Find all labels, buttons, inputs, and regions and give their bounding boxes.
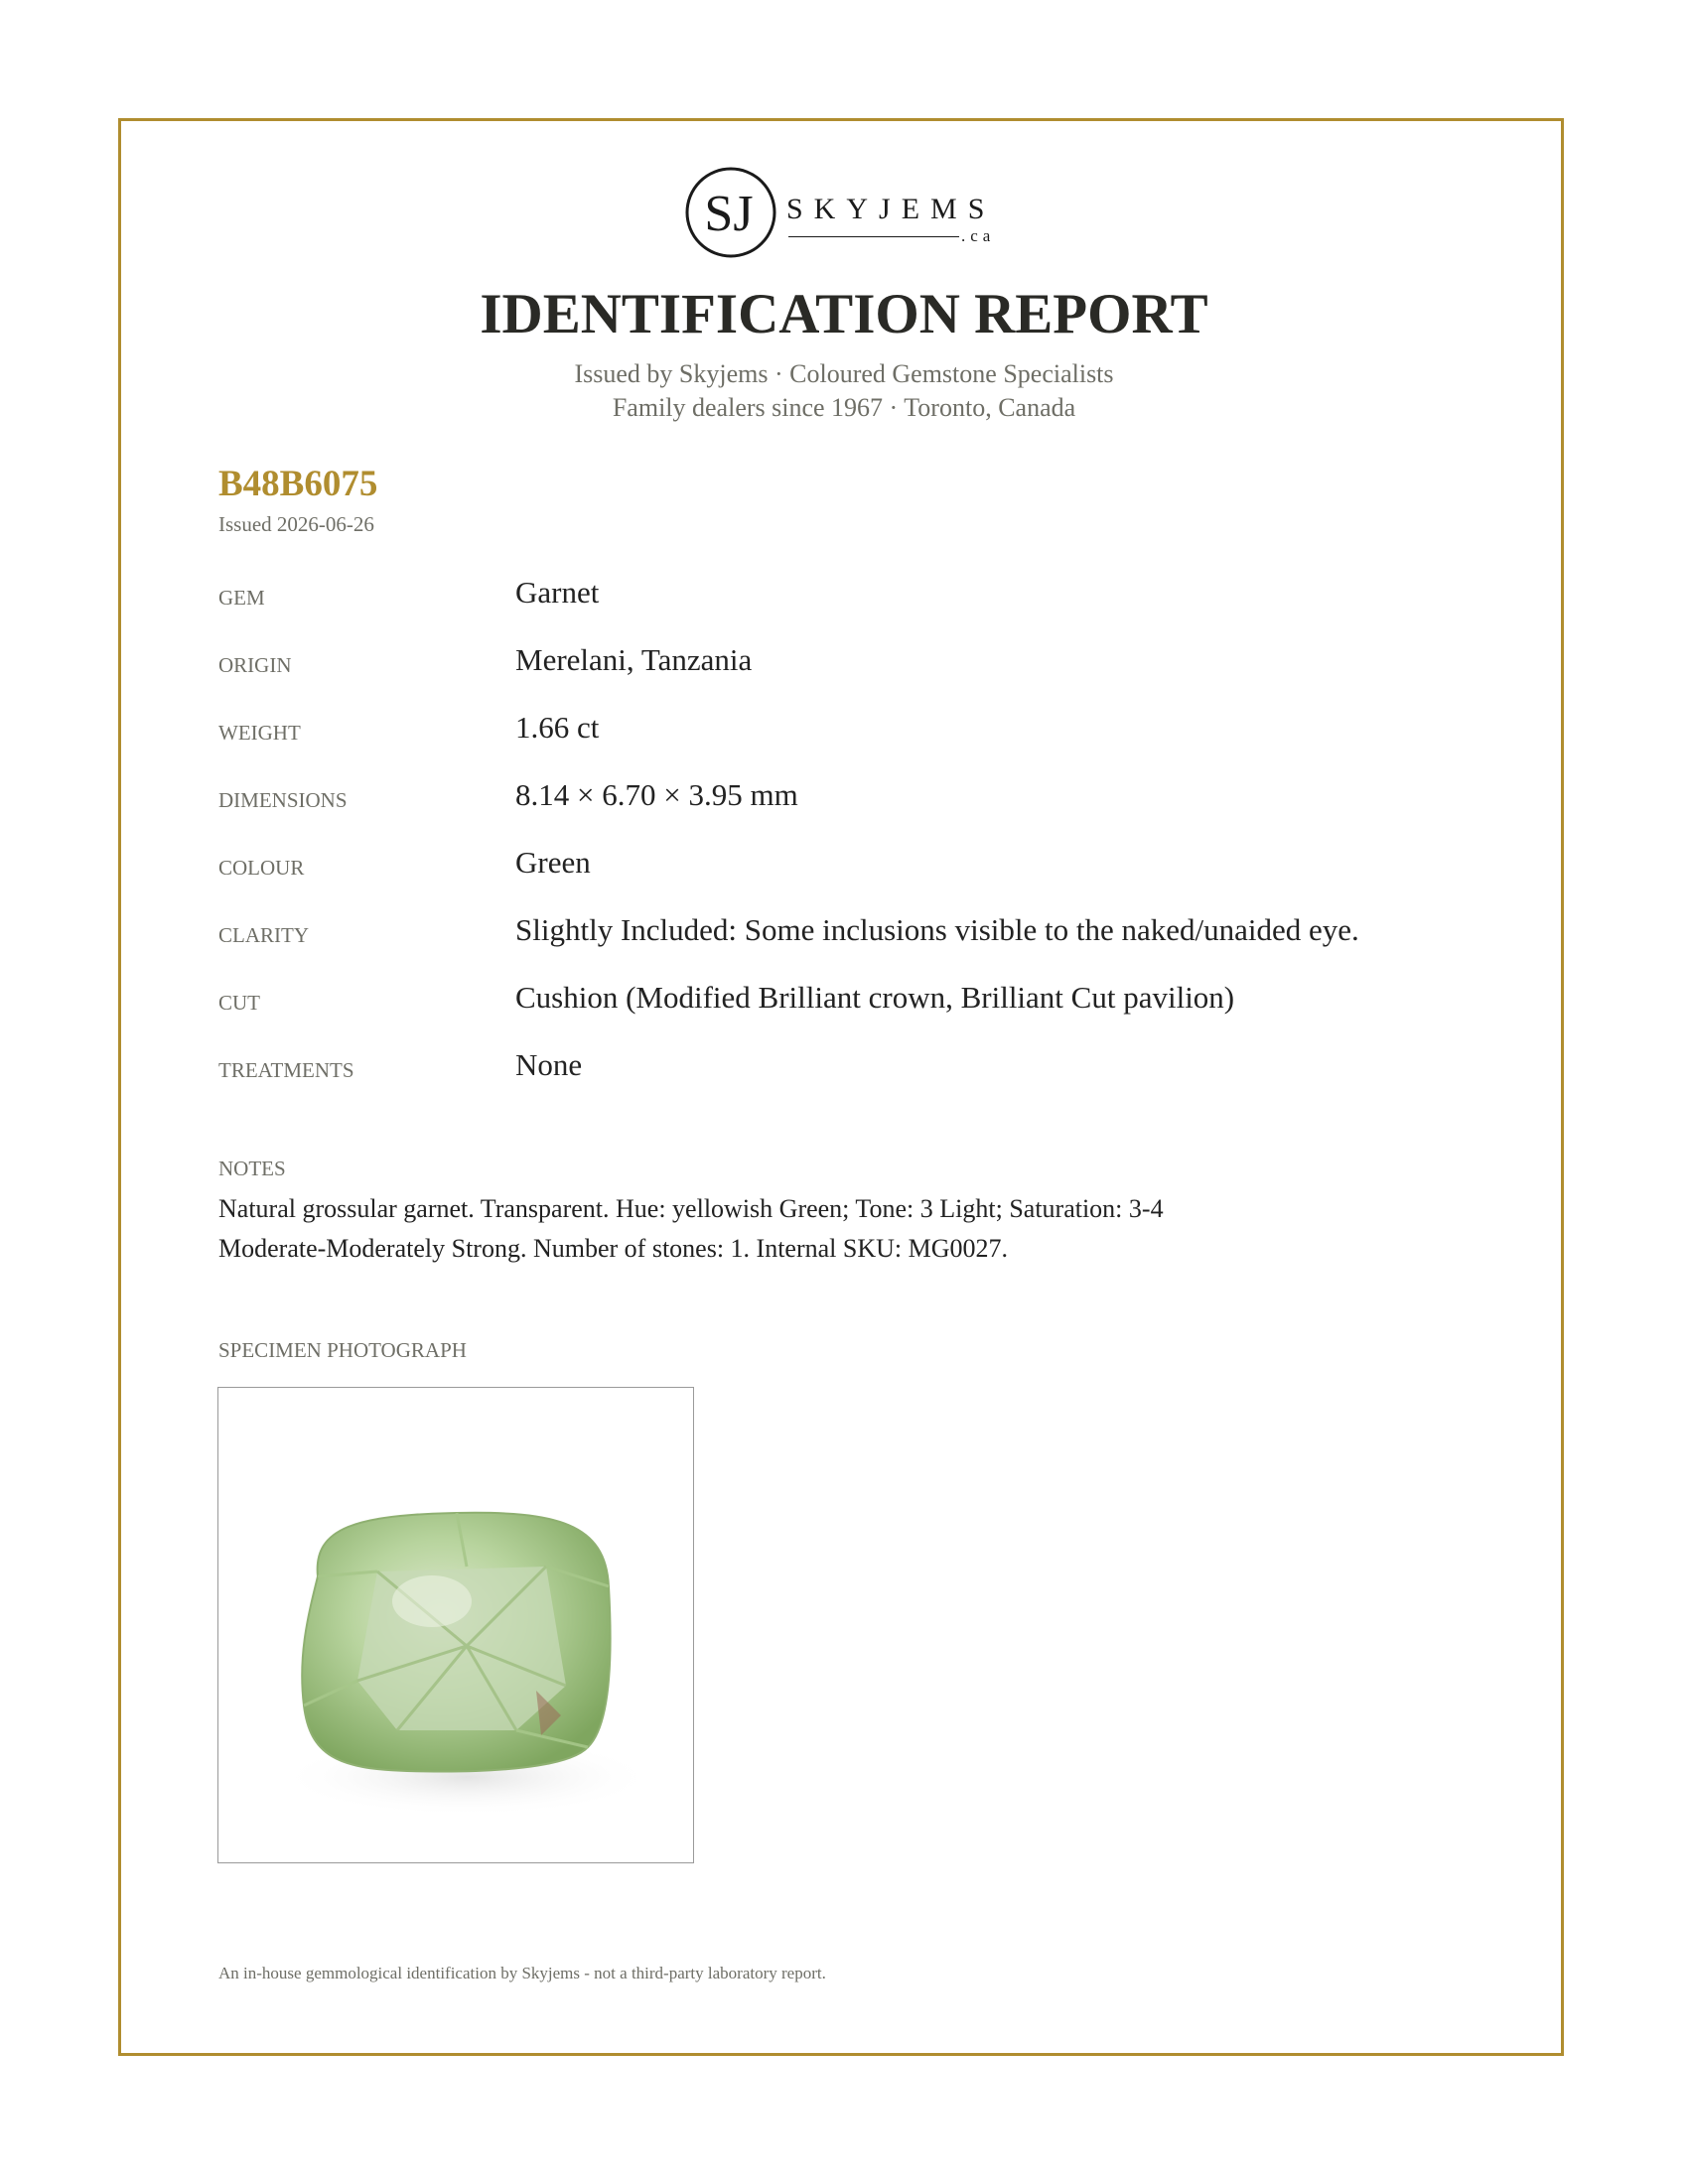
field-label-weight: WEIGHT: [218, 721, 301, 745]
footer-disclaimer: An in-house gemmological identification by Skyjems - not a third-party laboratory report.: [218, 1964, 826, 1982]
field-value-gem: Garnet: [515, 575, 600, 610]
notes-text: [218, 1189, 1390, 1269]
field-label-origin: ORIGIN: [218, 653, 292, 677]
field-label-dimensions: DIMENSIONS: [218, 788, 348, 812]
logo-wordmark: SKYJEMS: [786, 193, 996, 225]
gemstone-photo-icon: [218, 1388, 694, 1863]
issue-date: Issued 2026-06-26: [218, 512, 374, 536]
field-value-weight: 1.66 ct: [515, 710, 600, 745]
logo-underline: [788, 236, 959, 237]
field-value-treatments: None: [515, 1047, 583, 1082]
report-id: B48B6075: [218, 464, 378, 504]
logo-monogram: SJ: [704, 186, 754, 242]
notes-label: NOTES: [218, 1157, 286, 1180]
field-label-clarity: CLARITY: [218, 923, 309, 947]
field-value-colour: Green: [515, 845, 591, 880]
notes-line-2: Moderate-Moderately Strong. Number of stones: 1. Internal SKU: MG0027.: [218, 1234, 1009, 1263]
field-label-colour: COLOUR: [218, 856, 305, 880]
field-value-origin: Merelani, Tanzania: [515, 642, 753, 677]
specimen-photo: [217, 1387, 694, 1863]
field-value-dimensions: 8.14 × 6.70 × 3.95 mm: [515, 777, 798, 812]
notes-line-1: Natural grossular garnet. Transparent. Hue: yellowish Green; Tone: 3 Light; Saturation: 3-4: [218, 1194, 1164, 1223]
report-title: IDENTIFICATION REPORT: [480, 283, 1208, 345]
sj-monogram-logo: [683, 165, 778, 260]
dealer-line: Family dealers since 1967 · Toronto, Canada: [612, 393, 1076, 422]
field-value-cut: Cushion (Modified Brilliant crown, Brilliant Cut pavilion): [515, 980, 1235, 1015]
logo-domain-suffix: .ca: [961, 226, 996, 245]
field-label-treatments: TREATMENTS: [218, 1058, 354, 1082]
field-label-gem: GEM: [218, 586, 265, 610]
photo-label: SPECIMEN PHOTOGRAPH: [218, 1338, 467, 1362]
field-label-cut: CUT: [218, 991, 260, 1015]
field-value-clarity: Slightly Included: Some inclusions visible to the naked/unaided eye.: [515, 912, 1359, 947]
issuer-line: Issued by Skyjems · Coloured Gemstone Specialists: [574, 359, 1114, 388]
skyjems-logo: [683, 165, 1011, 264]
